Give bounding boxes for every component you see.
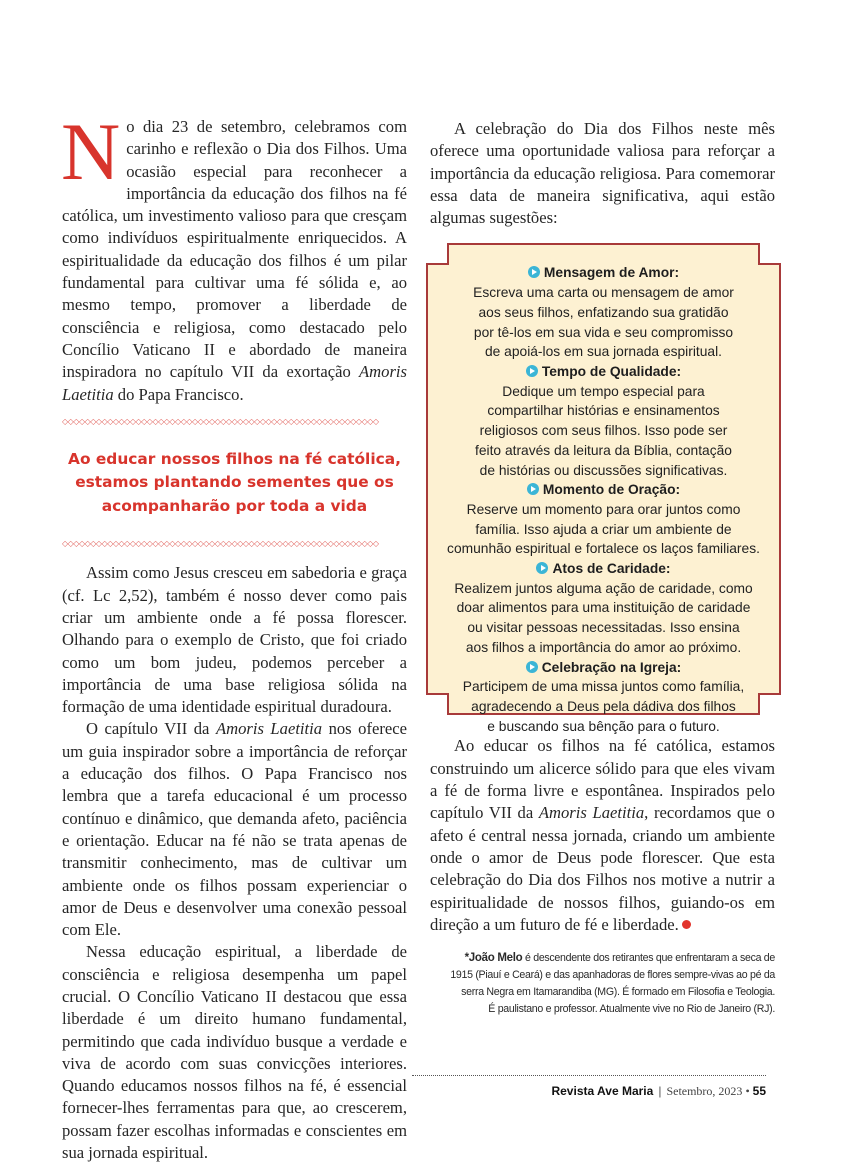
footer-divider [412, 1075, 766, 1076]
footer-bullet: • [745, 1084, 750, 1098]
diamond-divider-top: ◇◇◇◇◇◇◇◇◇◇◇◇◇◇◇◇◇◇◇◇◇◇◇◇◇◇◇◇◇◇◇◇◇◇◇◇◇◇◇◇◇◇◇◇◇◇◇◇◇◇◇◇◇◇◇◇ [62, 417, 379, 426]
suggestion-text-line: doar alimentos para uma instituição de caridade [456, 600, 751, 616]
suggestion-title: Atos de Caridade: [426, 559, 781, 579]
paragraph: O capítulo VII da Amoris Laetitia nos oferece um guia inspirador sobre a importância de reforçar a educação dos filhos. O Papa Francisco nos lembra que a tarefa educacional é um processo contínuo e dinâmico, que demanda afeto, paciência e orientação. Educar na fé não se trata apenas de transmitir conhecimento, mas de cultivar um ambiente onde os filhos possam experienciar o amor de Deus e desenvolver uma conexão pessoal com Ele. [62, 719, 407, 940]
page-footer [551, 1084, 766, 1099]
suggestion-text-line: ou visitar pessoas necessitadas. Isso ensina [467, 620, 740, 636]
suggestion-text-line: Escreva uma carta ou mensagem de amor [473, 285, 734, 301]
bio-line: É paulistano e professor. Atualmente vive no Rio de Janeiro (RJ). [488, 1003, 775, 1016]
paragraph: Assim como Jesus cresceu em sabedoria e graça (cf. Lc 2,52), também é nosso dever como pais criar um ambiente onde a fé possa florescer. Olhando para o exemplo de Cristo, que foi criado como um bom judeu, podemos perceber a importância de uma base religiosa sólida na formação de uma identidade espiritual duradoura. [62, 563, 407, 717]
suggestion-text-line: comunhão espiritual e fortalece os laços familiares. [447, 541, 760, 557]
bio-line: *João Melo é descendente dos retirantes que enfrentaram a seca de [464, 952, 775, 965]
play-icon [526, 365, 538, 377]
paragraph: A celebração do Dia dos Filhos neste mês oferece uma oportunidade valiosa para reforçar a importância da educação religiosa. Para comemorar essa data de maneira significativa, aqui estão algumas sugestões: [430, 119, 775, 228]
bio-line: 1915 (Piauí e Ceará) e das apanhadoras de flores sempre-vivas ao pé da [450, 969, 775, 982]
suggestion-text-line: por tê-los em sua vida e seu compromisso [473, 324, 734, 340]
suggestion-text-line: família. Isso ajuda a criar um ambiente de [475, 521, 732, 537]
suggestion-text-line: aos filhos a importância do amor ao próximo. [465, 639, 742, 655]
play-icon [536, 562, 548, 574]
suggestion-title: Celebração na Igreja: [426, 658, 781, 678]
suggestions-list [426, 263, 781, 736]
page-number: 55 [752, 1084, 766, 1098]
author-bio [430, 950, 775, 1018]
footer-separator: | [658, 1084, 662, 1098]
suggestion-text-line: agradecendo a Deus pela dádiva dos filhos [471, 698, 736, 714]
suggestion-text-line: Reserve um momento para orar juntos como [466, 501, 741, 517]
bio-line: serra Negra em Itamarandiba (MG). É formado em Filosofia e Teologia. [461, 986, 775, 999]
suggestion-title: Mensagem de Amor: [426, 263, 781, 283]
suggestion-text-line: Realizem juntos alguma ação de caridade, como [454, 580, 753, 596]
play-icon [527, 483, 539, 495]
suggestions-box [426, 243, 781, 734]
play-icon [528, 266, 540, 278]
suggestion-title: Momento de Oração: [426, 480, 781, 500]
suggestion-text-line: religiosos com seus filhos. Isso pode ser [479, 423, 728, 439]
right-column [430, 118, 775, 1018]
end-mark-icon [682, 920, 691, 929]
left-column [61, 106, 407, 1164]
suggestion-text-line: compartilhar histórias e ensinamentos [487, 403, 720, 419]
suggestion-text-line: de histórias ou discussões significativas. [479, 462, 728, 478]
paragraph: Nessa educação espiritual, a liberdade de consciência e religiosa desempenha um papel crucial. O Concílio Vaticano II destacou que essa liberdade é um direito humano fundamental, permitindo que cada indivíduo busque a verdade e viva de acordo com suas convicções interiores. Quando educamos nossos filhos na fé, é essencial fornecer-lhes ferramentas para que, ao crescerem, possam fazer escolhas informadas e conscientes em sua jornada espiritual. [62, 942, 407, 1163]
play-icon [526, 661, 538, 673]
suggestion-text-line: e buscando sua bênção para o futuro. [487, 718, 720, 734]
suggestion-text-line: feito através da leitura da Bíblia, contação [475, 442, 732, 458]
suggestion-title: Tempo de Qualidade: [426, 362, 781, 382]
suggestion-text-line: Dedique um tempo especial para [502, 383, 705, 399]
suggestion-text-line: Participem de uma missa juntos como família, [462, 679, 745, 695]
suggestion-text-line: aos seus filhos, enfatizando sua gratidão [478, 304, 729, 320]
issue-date: Setembro, 2023 [666, 1084, 743, 1098]
magazine-name: Revista Ave Maria [551, 1084, 654, 1098]
pull-quote: Ao educar nossos filhos na fé católica, estamos plantando sementes que os acompanharão por toda a vida [68, 449, 401, 515]
author-name: *João Melo [464, 952, 523, 965]
diamond-divider-bottom: ◇◇◇◇◇◇◇◇◇◇◇◇◇◇◇◇◇◇◇◇◇◇◇◇◇◇◇◇◇◇◇◇◇◇◇◇◇◇◇◇◇◇◇◇◇◇◇◇◇◇◇◇◇◇◇◇ [62, 540, 379, 549]
suggestion-text-line: de apoiá-los em sua jornada espiritual. [485, 344, 722, 360]
drop-cap: N [61, 106, 121, 197]
closing-paragraph: Ao educar os filhos na fé católica, estamos construindo um alicerce sólido para que eles vivam a fé de forma livre e espontânea. Inspirados pelo capítulo VII da Amoris Laetitia, recordamos que o afeto é central nessa jornada, criando um ambiente onde o amor de Deus pode florescer. Que esta celebração do Dia dos Filhos nos motive a nutrir a espiritualidade de nossos filhos, guiando-os em direção a um futuro de fé e liberdade. [430, 736, 775, 934]
intro-paragraph: No dia 23 de setembro, celebramos com carinho e reflexão o Dia dos Filhos. Uma ocasião especial para reconhecer a importância da educação dos filhos na fé católica, um investimento valioso para que cresçam como indivíduos espiritualmente enriquecidos. A espiritualidade da educação dos filhos é um pilar fundamental para cultivar uma fé sólida e, ao mesmo tempo, promover a liberdade de consciência e religiosa, como destacado pelo Concílio Vaticano II e abordado de maneira inspiradora no capítulo VII da exortação Amoris Laetitia do Papa Francisco. [61, 106, 407, 404]
